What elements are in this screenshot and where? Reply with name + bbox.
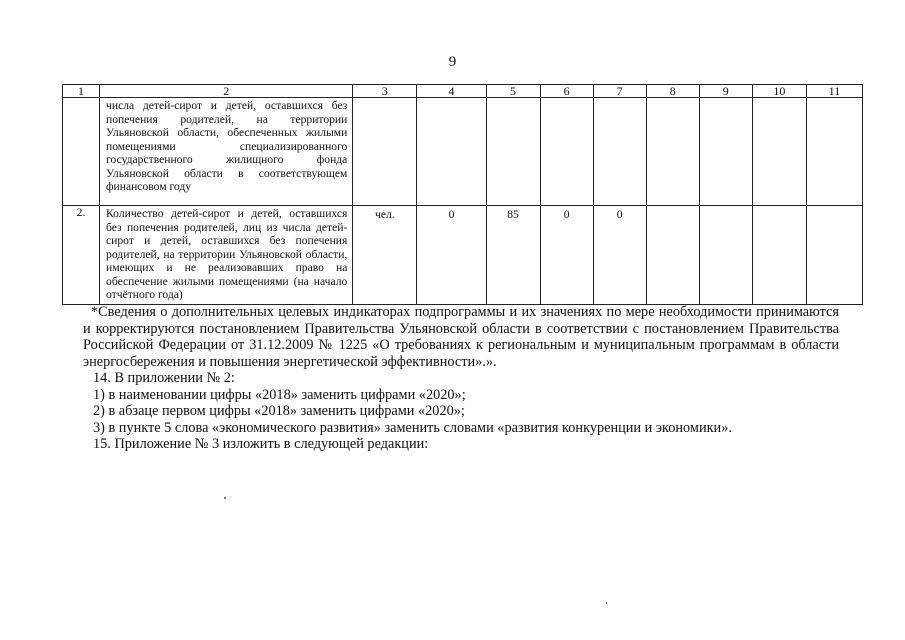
- table-cell: [353, 98, 417, 206]
- scan-speck: [606, 602, 607, 604]
- row-number: 2.: [63, 206, 100, 305]
- column-header: 6: [540, 85, 593, 98]
- table-cell: [752, 98, 806, 206]
- indicators-table: [62, 84, 863, 305]
- column-header: 4: [417, 85, 486, 98]
- table-header-row: [63, 85, 863, 98]
- table-row: [63, 98, 863, 206]
- column-header: 11: [806, 85, 862, 98]
- unit-cell: чел.: [353, 206, 417, 305]
- item-14-subitem-1: 1) в наименовании цифры «2018» заменить цифрами «2020»;: [93, 386, 466, 403]
- column-header: 8: [646, 85, 699, 98]
- table-cell: [417, 98, 486, 206]
- column-header: 7: [593, 85, 646, 98]
- indicator-description: Количество детей-сирот и детей, оставшихся без попечения родителей, лиц из числа детей-сирот и детей, оставшихся без попечения родителей, на территории Ульяновской области, имеющих и не реализовавших право на обеспечение жилыми помещениями (на начало отчётного года): [100, 206, 353, 305]
- item-14: 14. В приложении № 2:: [93, 370, 235, 386]
- value-cell: [646, 206, 699, 305]
- value-cell: [699, 206, 752, 305]
- footnote-paragraph: *Сведения о дополнительных целевых индикаторах подпрограммы и их значениях по мере необходимости принимаются и корректируются постановлением Правительства Ульяновской области в соответствии с постановлением Правительства Российской Федерации от 31.12.2009 № 1225 «О требованиях к региональным и муниципальным программам в области энергосбережения и повышения энергетической эффективности».».: [83, 304, 839, 370]
- item-15: 15. Приложение № 3 изложить в следующей редакции:: [93, 436, 429, 452]
- column-header: 5: [486, 85, 540, 98]
- column-header: 3: [353, 85, 417, 98]
- page-number: 9: [448, 54, 457, 70]
- value-cell: 0: [540, 206, 593, 305]
- indicator-description: числа детей-сирот и детей, оставшихся без попечения родителей, на территории Ульяновской области, обеспеченных жилыми помещениями специализированного государственного жилищного фонда Ульяновской области в соответствующем финансовом году: [100, 98, 353, 206]
- item-14-subitem-3: 3) в пункте 5 слова «экономического развития» заменить словами «развития конкуренции и экономики».: [93, 419, 732, 436]
- column-header: 9: [699, 85, 752, 98]
- table-cell: [63, 98, 100, 206]
- value-cell: 0: [593, 206, 646, 305]
- document-body: [85, 304, 839, 453]
- scan-speck: [224, 497, 226, 499]
- column-header: 1: [63, 85, 100, 98]
- table-cell: [699, 98, 752, 206]
- table-cell: [806, 98, 862, 206]
- item-14-subitem-2: 2) в абзаце первом цифры «2018» заменить цифрами «2020»;: [93, 403, 465, 419]
- table-cell: [486, 98, 540, 206]
- column-header: 2: [100, 85, 353, 98]
- table-cell: [540, 98, 593, 206]
- value-cell: [752, 206, 806, 305]
- table-cell: [646, 98, 699, 206]
- value-cell: [806, 206, 862, 305]
- value-cell: 0: [417, 206, 486, 305]
- value-cell: 85: [486, 206, 540, 305]
- table-row: [63, 206, 863, 305]
- table-cell: [593, 98, 646, 206]
- column-header: 10: [752, 85, 806, 98]
